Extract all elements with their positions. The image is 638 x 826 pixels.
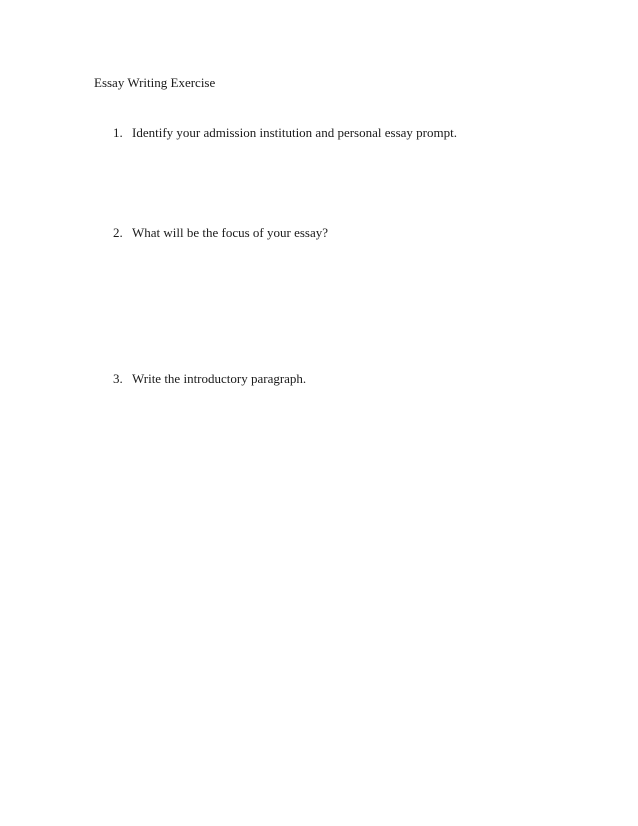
- question-item: [113, 124, 457, 142]
- question-number: 2.: [113, 225, 123, 240]
- question-number: 1.: [113, 125, 123, 140]
- question-text: Write the introductory paragraph.: [132, 371, 307, 386]
- question-number: 3.: [113, 371, 123, 386]
- document-title: Essay Writing Exercise: [94, 75, 216, 90]
- question-item: [113, 370, 306, 388]
- question-text: What will be the focus of your essay?: [132, 225, 329, 240]
- question-item: [113, 224, 328, 242]
- question-text: Identify your admission institution and personal essay prompt.: [132, 125, 457, 140]
